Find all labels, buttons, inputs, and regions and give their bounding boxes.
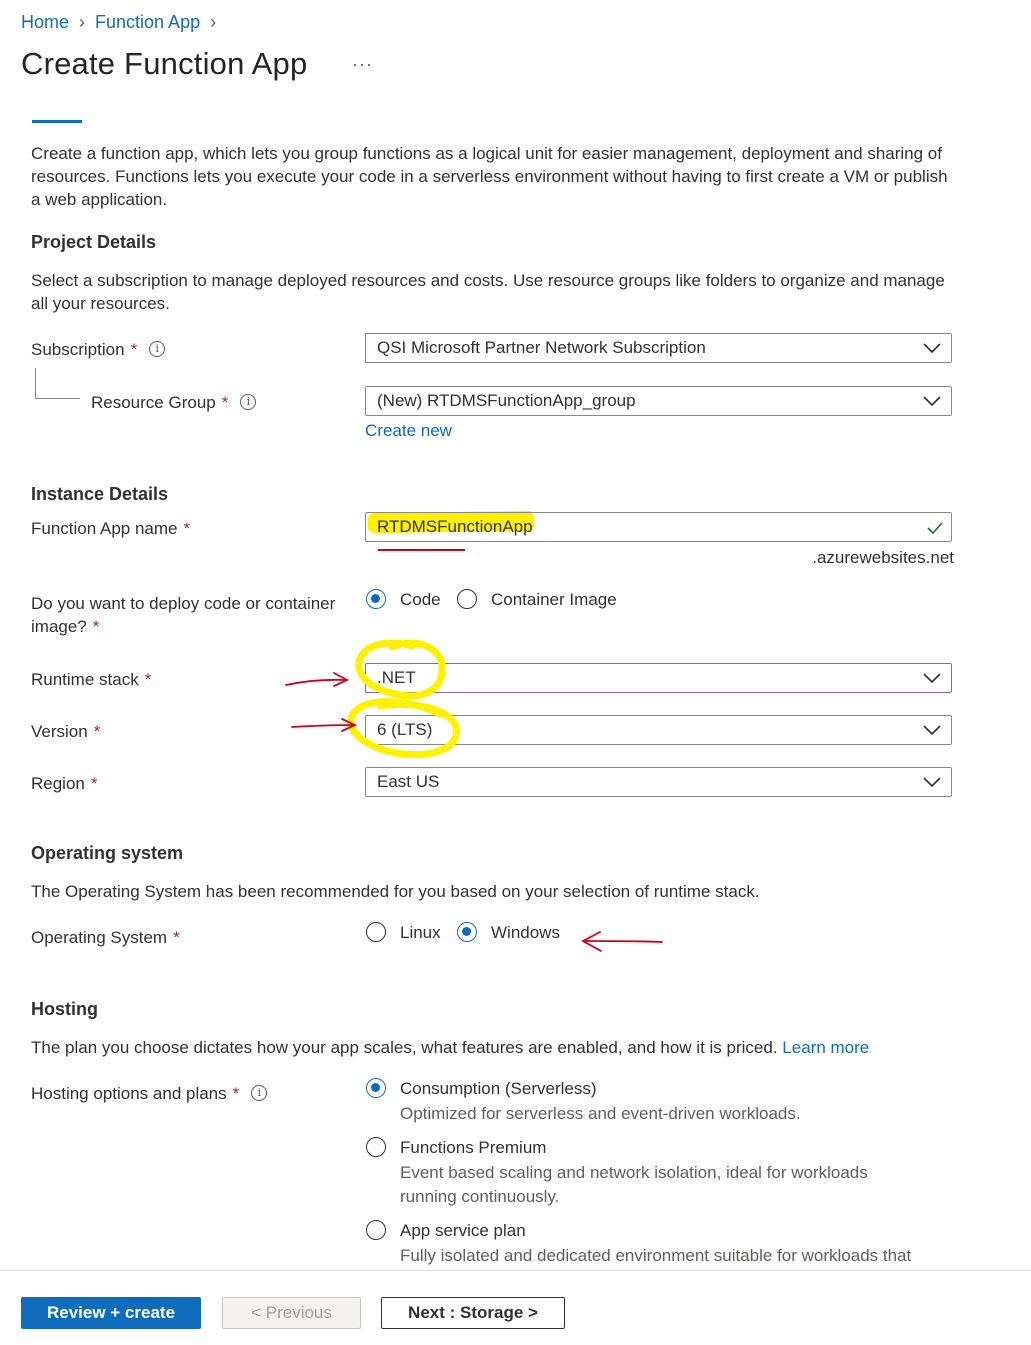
info-icon[interactable]: i <box>240 394 256 410</box>
page-title: Create Function App <box>21 46 308 81</box>
tree-connector <box>35 368 80 399</box>
subscription-label <box>31 338 165 361</box>
resource-group-label <box>91 391 256 414</box>
deploy-container-radio[interactable] <box>457 589 477 609</box>
deploy-type-label <box>31 592 361 638</box>
plan-consumption-label: Consumption (Serverless) <box>400 1079 597 1098</box>
chevron-down-icon <box>923 775 941 789</box>
required-marker: * <box>93 722 101 741</box>
function-app-name-input[interactable] <box>365 512 952 542</box>
previous-button[interactable]: < Previous <box>222 1297 361 1329</box>
os-windows-label: Windows <box>491 923 560 942</box>
version-dropdown[interactable] <box>365 715 952 745</box>
chevron-down-icon <box>923 394 941 408</box>
version-label-text: Version <box>31 722 88 741</box>
plan-premium-label: Functions Premium <box>400 1138 547 1157</box>
breadcrumb-function-app[interactable]: Function App <box>95 11 201 32</box>
hosting-options-label <box>31 1082 267 1105</box>
project-details-description: Select a subscription to manage deployed resources and costs. Use resource groups like folders to organize and manage all your resources. <box>31 271 945 313</box>
chevron-right-icon: › <box>210 11 217 32</box>
chevron-down-icon <box>923 723 941 737</box>
plan-premium-radio[interactable] <box>366 1137 386 1157</box>
required-marker: * <box>90 774 98 793</box>
project-details-heading: Project Details <box>31 232 157 252</box>
plan-premium-desc: Event based scaling and network isolation, ideal for workloads running continuously. <box>400 1163 868 1206</box>
required-marker: * <box>232 1084 240 1103</box>
function-app-name-label-text: Function App name <box>31 519 178 538</box>
hosting-description <box>31 1036 961 1059</box>
function-app-name-label <box>31 517 190 540</box>
subscription-dropdown[interactable] <box>365 333 952 363</box>
next-storage-button[interactable]: Next : Storage > <box>381 1297 565 1329</box>
operating-system-label-text: Operating System <box>31 928 168 947</box>
operating-system-description: The Operating System has been recommended for you based on your selection of runtime stack. <box>31 882 760 901</box>
required-marker: * <box>183 519 191 538</box>
runtime-stack-dropdown[interactable] <box>365 663 952 693</box>
required-marker: * <box>221 393 229 412</box>
plan-app-service-label: App service plan <box>400 1221 526 1240</box>
os-windows-radio[interactable] <box>457 922 477 942</box>
region-dropdown[interactable] <box>365 767 952 797</box>
footer-divider <box>0 1270 1031 1271</box>
resource-group-value: (New) RTDMSFunctionApp_group <box>377 391 636 410</box>
operating-system-label <box>31 926 180 949</box>
deploy-type-label-text: Do you want to deploy code or container image? <box>31 594 336 636</box>
info-icon[interactable]: i <box>251 1085 267 1101</box>
required-marker: * <box>173 928 180 947</box>
subscription-label-text: Subscription <box>31 340 125 359</box>
red-arrow-mark <box>583 932 662 951</box>
red-arrow-mark <box>286 673 347 686</box>
learn-more-link[interactable]: Learn more <box>782 1038 870 1057</box>
chevron-down-icon <box>923 671 941 685</box>
hosting-description-text: The plan you choose dictates how your app scales, what features are enabled, and how it is priced. <box>31 1038 778 1057</box>
deploy-container-label: Container Image <box>491 590 617 609</box>
resource-group-label-text: Resource Group <box>91 393 216 412</box>
required-marker: * <box>92 617 100 636</box>
hosting-options-label-text: Hosting options and plans <box>31 1084 227 1103</box>
region-label-text: Region <box>31 774 85 793</box>
plan-app-service-desc: Fully isolated and dedicated environment suitable for workloads that <box>400 1246 912 1265</box>
red-underline-mark <box>378 549 465 551</box>
create-new-link[interactable]: Create new <box>365 421 452 440</box>
info-icon[interactable]: i <box>149 341 165 357</box>
region-value: East US <box>377 772 440 791</box>
plan-consumption-radio[interactable] <box>366 1078 386 1098</box>
subscription-value: QSI Microsoft Partner Network Subscription <box>377 338 706 357</box>
runtime-stack-label <box>31 668 151 691</box>
os-linux-radio[interactable] <box>366 922 386 942</box>
runtime-stack-label-text: Runtime stack <box>31 670 139 689</box>
chevron-down-icon <box>923 341 941 355</box>
deploy-code-label: Code <box>400 590 441 609</box>
region-label <box>31 772 98 795</box>
hosting-heading: Hosting <box>31 999 98 1019</box>
operating-system-heading: Operating system <box>31 843 184 863</box>
instance-details-heading: Instance Details <box>31 484 169 504</box>
resource-group-dropdown[interactable] <box>365 386 952 416</box>
chevron-right-icon: › <box>79 11 86 32</box>
plan-app-service-radio[interactable] <box>366 1220 386 1240</box>
version-label <box>31 720 100 743</box>
domain-suffix: .azurewebsites.net <box>812 548 954 567</box>
breadcrumb <box>21 10 226 34</box>
more-options-icon[interactable]: ··· <box>352 54 373 74</box>
plan-consumption-desc: Optimized for serverless and event-driven workloads. <box>400 1104 801 1123</box>
deploy-code-radio[interactable] <box>366 589 386 609</box>
required-marker: * <box>130 340 138 359</box>
runtime-stack-value: .NET <box>377 668 416 687</box>
red-arrow-mark <box>292 719 355 731</box>
active-tab-indicator <box>32 120 82 123</box>
intro-text: Create a function app, which lets you group functions as a logical unit for easier management, deployment and sharing of resources. Functions lets you execute your code in a serverless environment without having to first create a VM or publish a web application. <box>31 144 948 209</box>
checkmark-icon <box>927 521 943 535</box>
function-app-name-value: RTDMSFunctionApp <box>377 517 533 536</box>
version-value: 6 (LTS) <box>377 720 433 739</box>
os-linux-label: Linux <box>400 923 441 942</box>
breadcrumb-home[interactable]: Home <box>21 11 70 32</box>
review-create-button[interactable]: Review + create <box>21 1297 201 1329</box>
required-marker: * <box>144 670 152 689</box>
